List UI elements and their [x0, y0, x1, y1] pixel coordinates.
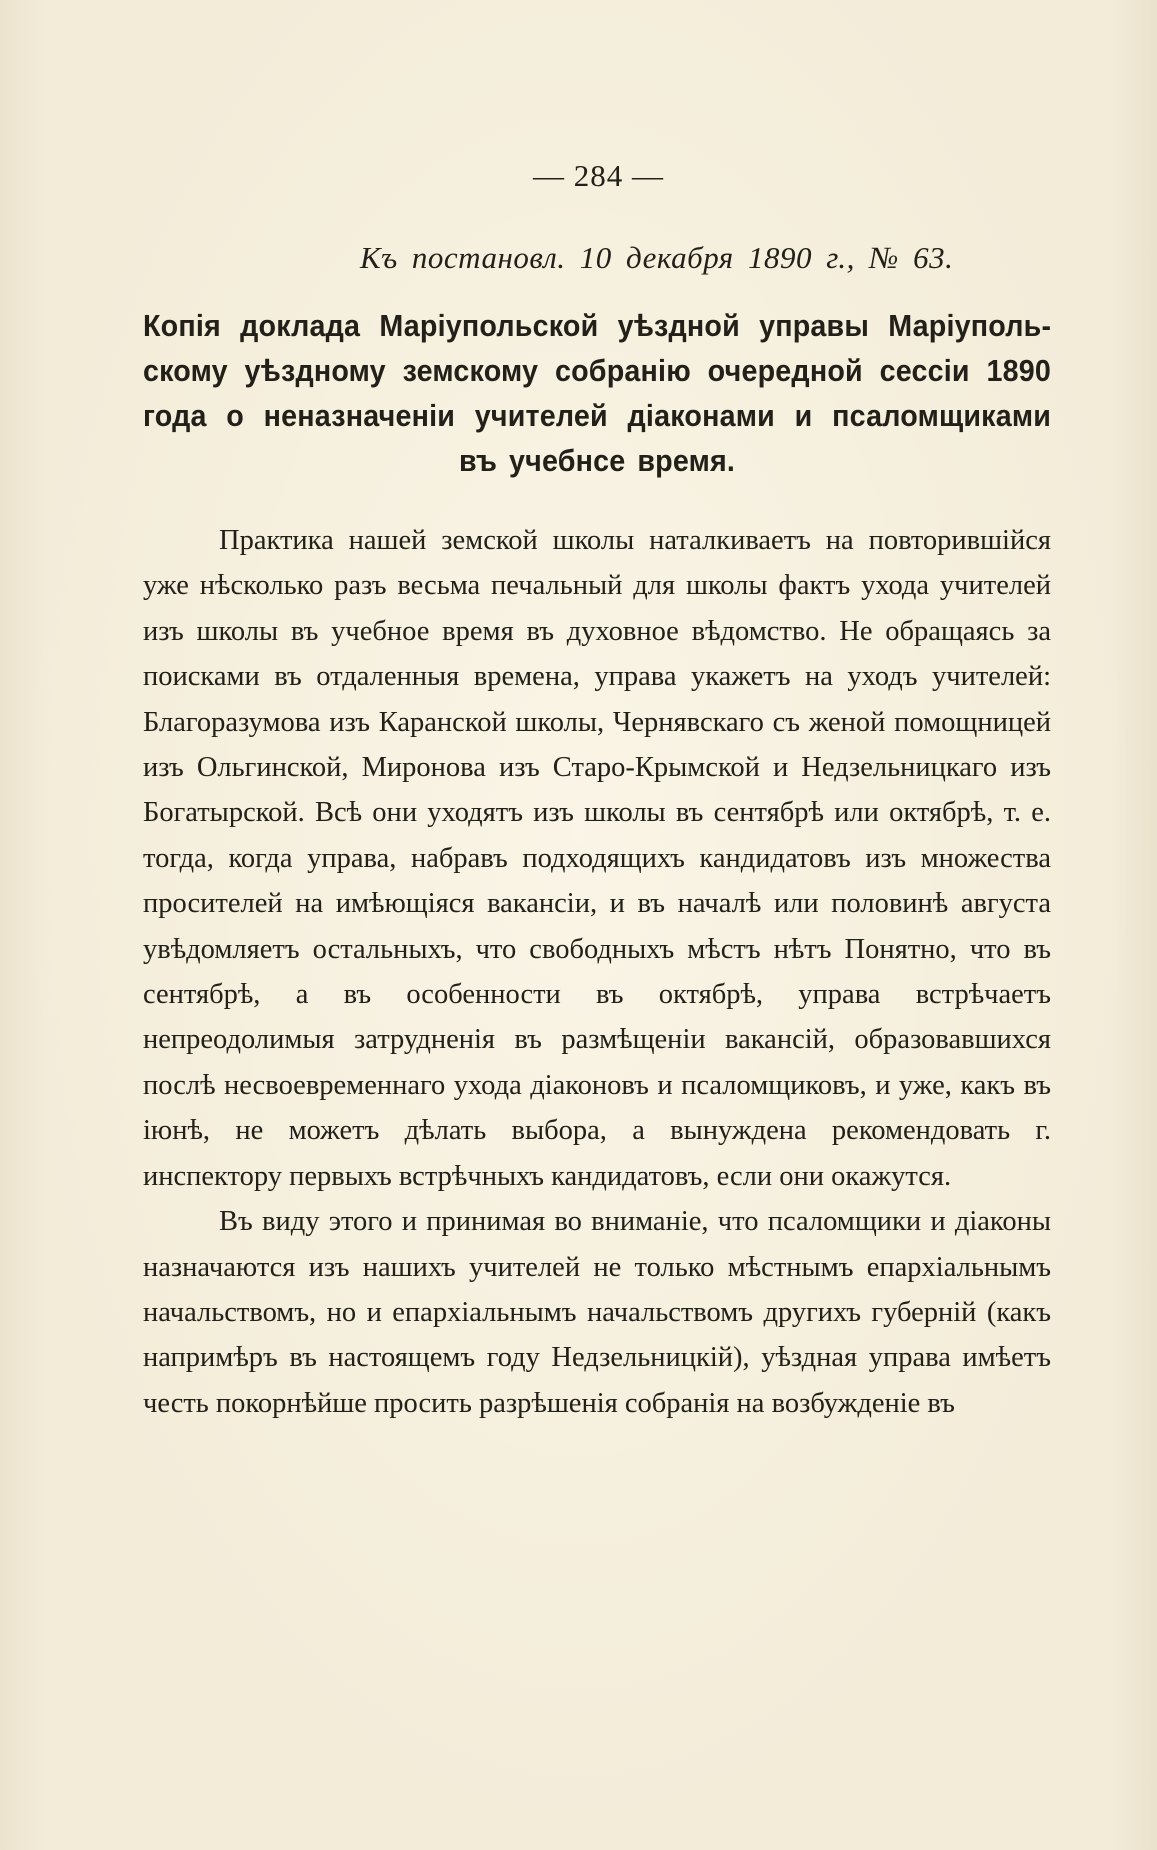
page-number: — 284 —	[533, 158, 664, 193]
body-text	[143, 518, 1051, 1426]
document-heading: Копія доклада Маріупольской уѣздной управы Маріупольскому уѣздному земскому собранію очередной сессіи 1890 года о неназначеніи учителей діаконами и псаломщиками въ учебнсе время.	[143, 309, 1052, 478]
paragraph-2: Въ виду этого и принимая во вниманіе, что псаломщики и діаконы назначаются изъ нашихъ учителей не только мѣстнымъ епархіальнымъ начальствомъ, но и епархіальнымъ начальствомъ другихъ губерній (какъ напримѣръ въ настоящемъ году Недзельницкій), уѣздная управа имѣетъ честь покорнѣйше просить разрѣшенія собранія на возбужденіе въ	[143, 1206, 1051, 1419]
resolution-reference: Къ постановл. 10 декабря 1890 г., № 63.	[360, 240, 954, 275]
paragraph-1: Практика нашей земской школы наталкиваетъ на повторившійся уже нѣсколько разъ весьма печальный для школы фактъ ухода учителей изъ школы въ учебное время въ духовное вѣдомство. Не обращаясь за поисками въ отдаленныя времена, управа укажетъ на уходъ учителей: Благоразумова изъ Каранской школы, Чернявскаго съ женой помощницей изъ Ольгинской, Миронова изъ Старо-Крымской и Недзельницкаго изъ Богатырской. Всѣ они уходятъ изъ школы въ сентябрѣ или октябрѣ, т. е. тогда, когда управа, набравъ подходящихъ кандидатовъ изъ множества просителей на имѣющіяся вакансіи, и въ началѣ или половинѣ августа увѣдомляетъ остальныхъ, что свободныхъ мѣстъ нѣтъ Понятно, что въ сентябрѣ, а въ особенности въ октябрѣ, управа встрѣчаетъ непреодолимыя затрудненія въ размѣщеніи вакансій, образовавшихся послѣ несвоевременнаго ухода діаконовъ и псаломщиковъ, и уже, какъ въ іюнѣ, не можетъ дѣлать выбора, а вынуждена рекомендовать г. инспектору первыхъ встрѣчныхъ кандидатовъ, если они окажутся.	[143, 525, 1051, 1192]
